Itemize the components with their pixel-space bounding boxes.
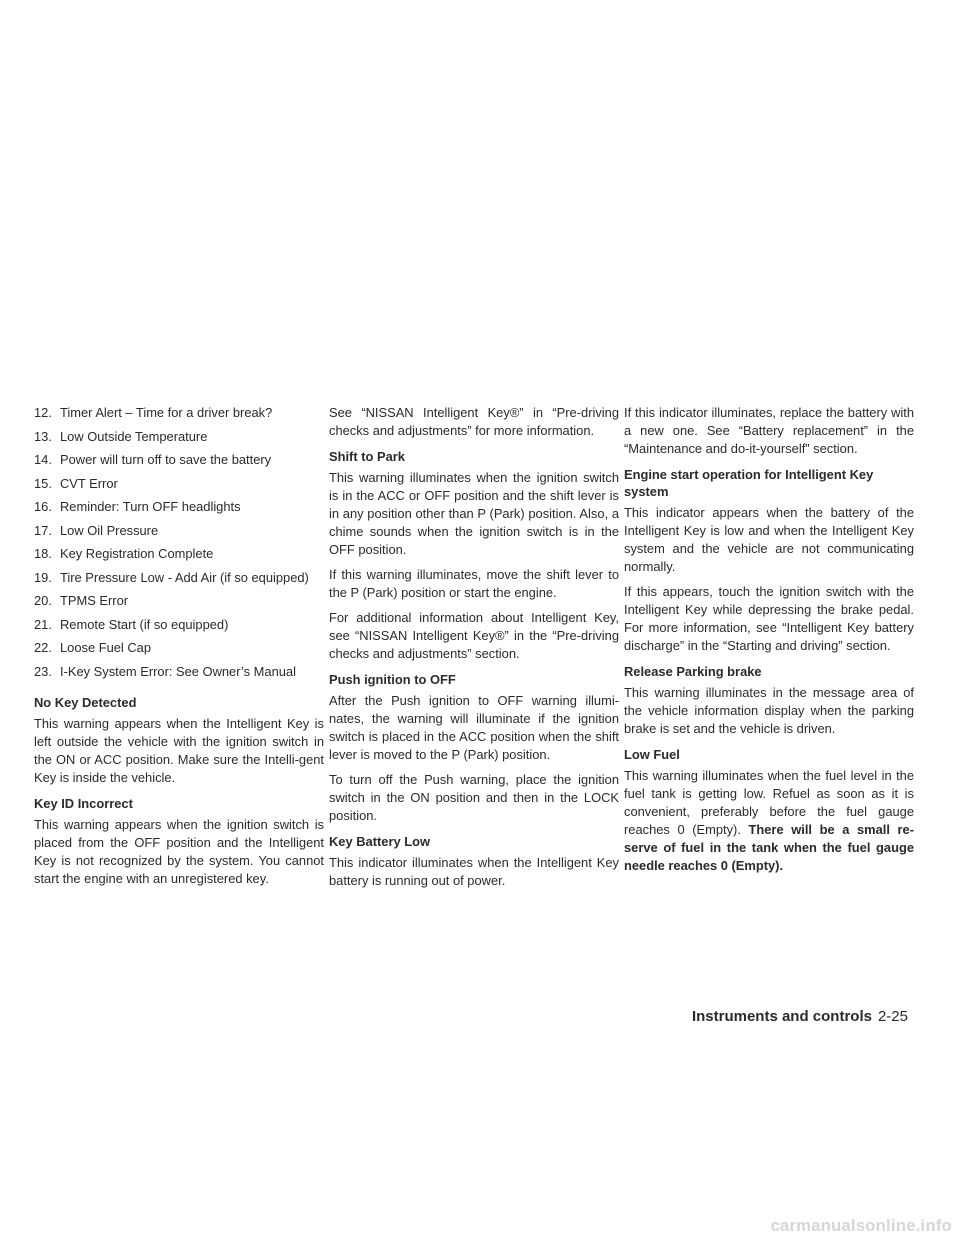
paragraph-push-ignition-off-1: After the Push ignition to OFF warning illumi-nates, the warning will illuminate if the ignition switch is placed in the ACC position when the shift lever is moved to the P (Park) position. [329,693,619,762]
page-footer [692,1008,908,1025]
list-item: 23. I-Key System Error: See Owner’s Manual [34,663,296,679]
list-item: 15. CVT Error [34,475,118,491]
paragraph-release-parking-brake: This warning illuminates in the message area of the vehicle information display when the parking brake is set and the vehicle is driven. [624,685,914,736]
heading-key-battery-low: Key Battery Low [329,834,431,849]
paragraph-shift-to-park-1: This warning illuminates when the ignition switch is in the ACC or OFF position and the shift lever is in any position other than P (Park) position. Also, a chime sounds when the ignition switch is in the OFF position. [329,470,619,557]
heading-push-ignition-off: Push ignition to OFF [329,672,456,687]
paragraph-key-id-incorrect-continued: See “NISSAN Intelligent Key®” in “Pre-driving checks and adjustments” for more information. [329,405,619,438]
list-item: 16. Reminder: Turn OFF headlights [34,499,241,514]
list-item: 21. Remote Start (if so equipped) [34,616,229,632]
paragraph-shift-to-park-2: If this warning illuminates, move the shift lever to the P (Park) position or start the engine. [329,567,619,600]
list-item: 13. Low Outside Temperature [34,428,208,444]
heading-engine-start-operation: Engine start operation for Intelligent Key system [624,467,874,499]
paragraph-engine-start-operation-2: If this appears, touch the ignition switch with the Intelligent Key while depressing the brake pedal. For more information, see “Intelligent Key battery discharge” in the “Starting and driving” section. [624,584,914,653]
heading-shift-to-park: Shift to Park [329,449,405,464]
paragraph-engine-start-operation-1: This indicator appears when the battery of the Intelligent Key is low and when the Intelligent Key system and the vehicle are not communicating normally. [624,505,914,574]
heading-key-id-incorrect: Key ID Incorrect [34,795,133,811]
column-left [34,404,324,895]
list-item: 17. Low Oil Pressure [34,522,159,538]
heading-release-parking-brake: Release Parking brake [624,664,762,679]
list-item: 12. Timer Alert – Time for a driver break? [34,405,273,420]
paragraph-no-key-detected: This warning appears when the Intelligent Key is left outside the vehicle with the ignition switch in the ON or ACC position. Make sure the Intelli-gent Key is inside the vehicle. [34,715,324,785]
paragraph-key-id-incorrect: This warning appears when the ignition switch is placed from the OFF position and the Intelligent Key is not recognized by the system. You cannot start the engine with an unregistered key. [34,816,324,886]
heading-no-key-detected: No Key Detected [34,694,137,710]
list-item: 22. Loose Fuel Cap [34,640,152,655]
column-middle [329,404,619,897]
column-right [624,404,914,882]
paragraph-push-ignition-off-2: To turn off the Push warning, place the ignition switch in the ON position and then in the LOCK position. [329,772,619,823]
paragraph-key-battery-low-1: This indicator illuminates when the Intelligent Key battery is running out of power. [329,855,619,888]
list-item: 19. Tire Pressure Low - Add Air (if so equipped) [34,569,309,585]
paragraph-key-battery-low-2: If this indicator illuminates, replace the battery with a new one. See “Battery replacement” in the “Maintenance and do-it-yourself” section. [624,405,914,456]
list-item: 18. Key Registration Complete [34,546,214,561]
watermark: carmanualsonline.info [770,1217,952,1235]
list-item: 20. TPMS Error [34,593,129,608]
paragraph-low-fuel: This warning illuminates when the fuel level in the fuel tank is getting low. Refuel as soon as it is convenient, preferably before the fuel gauge reaches 0 (Empty). There will be a small re-serve of fuel in the tank when the fuel gauge needle reaches 0 (Empty). [624,768,914,873]
list-item: 14. Power will turn off to save the battery [34,452,272,467]
heading-low-fuel: Low Fuel [624,747,680,762]
message-list [34,404,324,681]
paragraph-shift-to-park-3: For additional information about Intelligent Key, see “NISSAN Intelligent Key®” in the “Pre-driving checks and adjustments” section. [329,610,619,661]
low-fuel-bold-note: There will be a small re-serve of fuel in the tank when the fuel gauge needle reaches 0 (Empty). [624,822,914,873]
page-number: 2-25 [877,1008,908,1025]
footer-section-name: Instruments and controls [691,1008,872,1025]
